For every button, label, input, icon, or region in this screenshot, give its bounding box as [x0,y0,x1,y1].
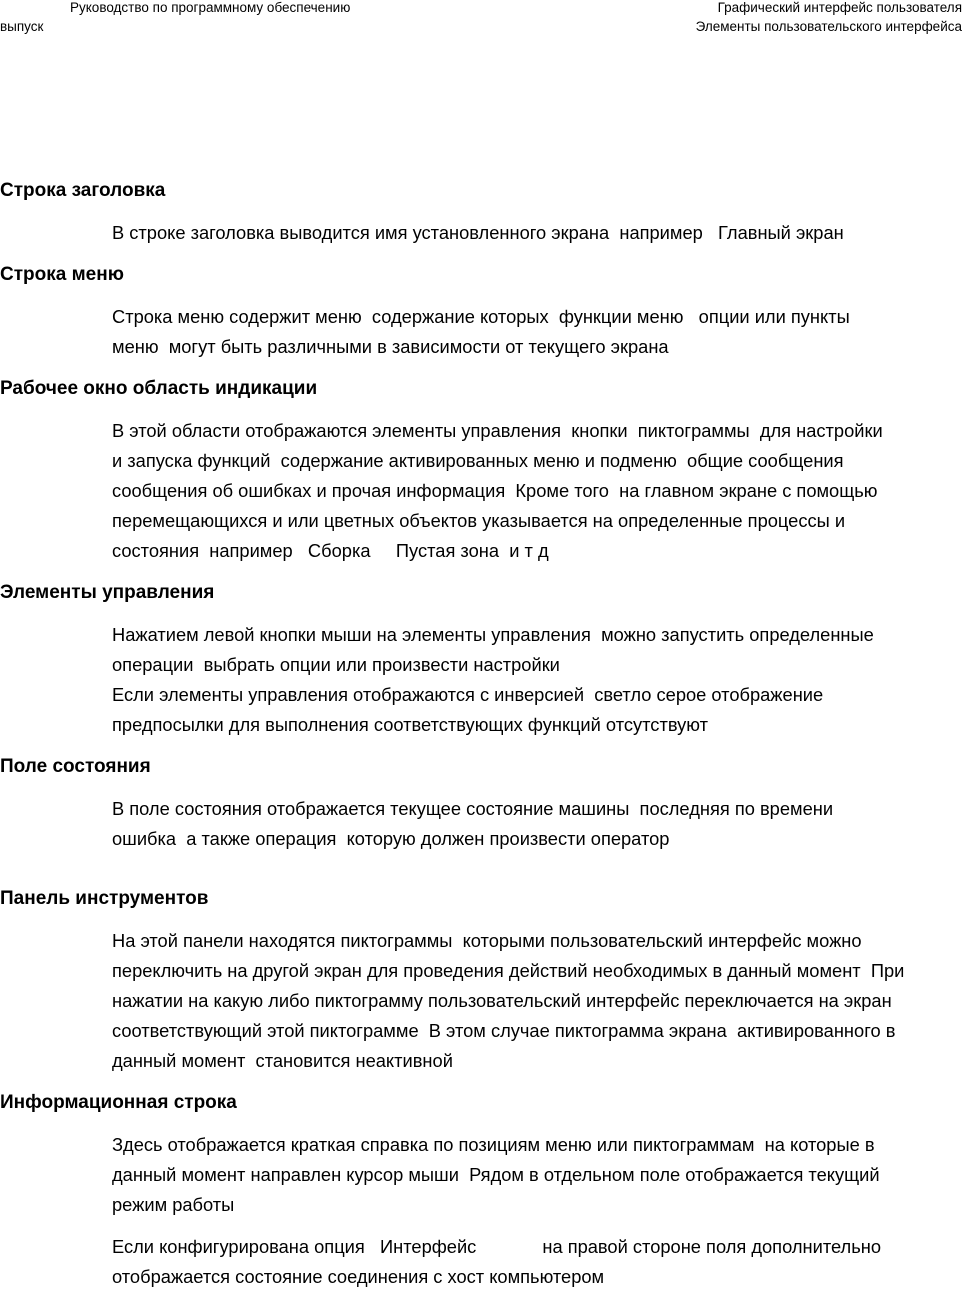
section-heading: Элементы управления [0,582,215,603]
paragraph-line: В строке заголовка выводится имя установленного экрана например Главный экран [112,222,844,243]
section-heading: Рабочее окно область индикации [0,378,318,399]
paragraph-line: и запуска функций содержание активированных меню и подменю общие сообщения [112,450,844,471]
section-heading: Панель инструментов [0,888,209,909]
section-heading: Строка заголовка [0,180,166,201]
header-left-line1: Руководство по программному обеспечению [70,0,351,15]
section-heading: Информационная строка [0,1092,237,1113]
paragraph-line: данный момент становится неактивной [112,1050,453,1071]
header-right-line1: Графический интерфейс пользователя [717,0,962,15]
paragraph-line: состояния например Сборка Пустая зона и т д [112,540,549,561]
paragraph-line: В поле состояния отображается текущее состояние машины последняя по времени [112,798,834,819]
paragraph-line: Строка меню содержит меню содержание которых функции меню опции или пункты [112,306,850,327]
paragraph-line: Если элементы управления отображаются с инверсией светло серое отображение [112,684,824,705]
paragraph-line: На этой панели находятся пиктограммы которыми пользовательский интерфейс можно [112,930,862,951]
paragraph-line: нажатии на какую либо пиктограмму пользовательский интерфейс переключается на экран [112,990,892,1011]
section-heading: Строка меню [0,264,124,285]
paragraph-line: Если конфигурирована опция Интерфейс на правой стороне поля дополнительно [112,1236,882,1257]
paragraph-line: ошибка а также операция которую должен произвести оператор [112,828,670,849]
paragraph-line: Здесь отображается краткая справка по позициям меню или пиктограммам на которые в [112,1134,875,1155]
paragraph-line: меню могут быть различными в зависимости от текущего экрана [112,336,669,357]
paragraph-line: перемещающихся и или цветных объектов указывается на определенные процессы и [112,510,846,531]
paragraph-line: сообщения об ошибках и прочая информация Кроме того на главном экране с помощью [112,480,878,501]
header-right-line2: Элементы пользовательского интерфейса [695,19,962,34]
paragraph-line: данный момент направлен курсор мыши Рядом в отдельном поле отображается текущий [112,1164,880,1185]
paragraph-line: В этой области отображаются элементы управления кнопки пиктограммы для настройки [112,420,883,441]
paragraph-line: Нажатием левой кнопки мыши на элементы управления можно запустить определенные [112,624,874,645]
section-heading: Поле состояния [0,756,151,777]
paragraph-line: отображается состояние соединения с хост компьютером [112,1266,605,1287]
paragraph-line: переключить на другой экран для проведения действий необходимых в данный момент При [112,960,905,981]
paragraph-line: режим работы [112,1194,235,1215]
header-left-line2: выпуск [0,19,44,34]
paragraph-line: операции выбрать опции или произвести настройки [112,654,560,675]
paragraph-line: предпосылки для выполнения соответствующих функций отсутствуют [112,714,708,735]
paragraph-line: соответствующий этой пиктограмме В этом случае пиктограмма экрана активированного в [112,1020,896,1041]
